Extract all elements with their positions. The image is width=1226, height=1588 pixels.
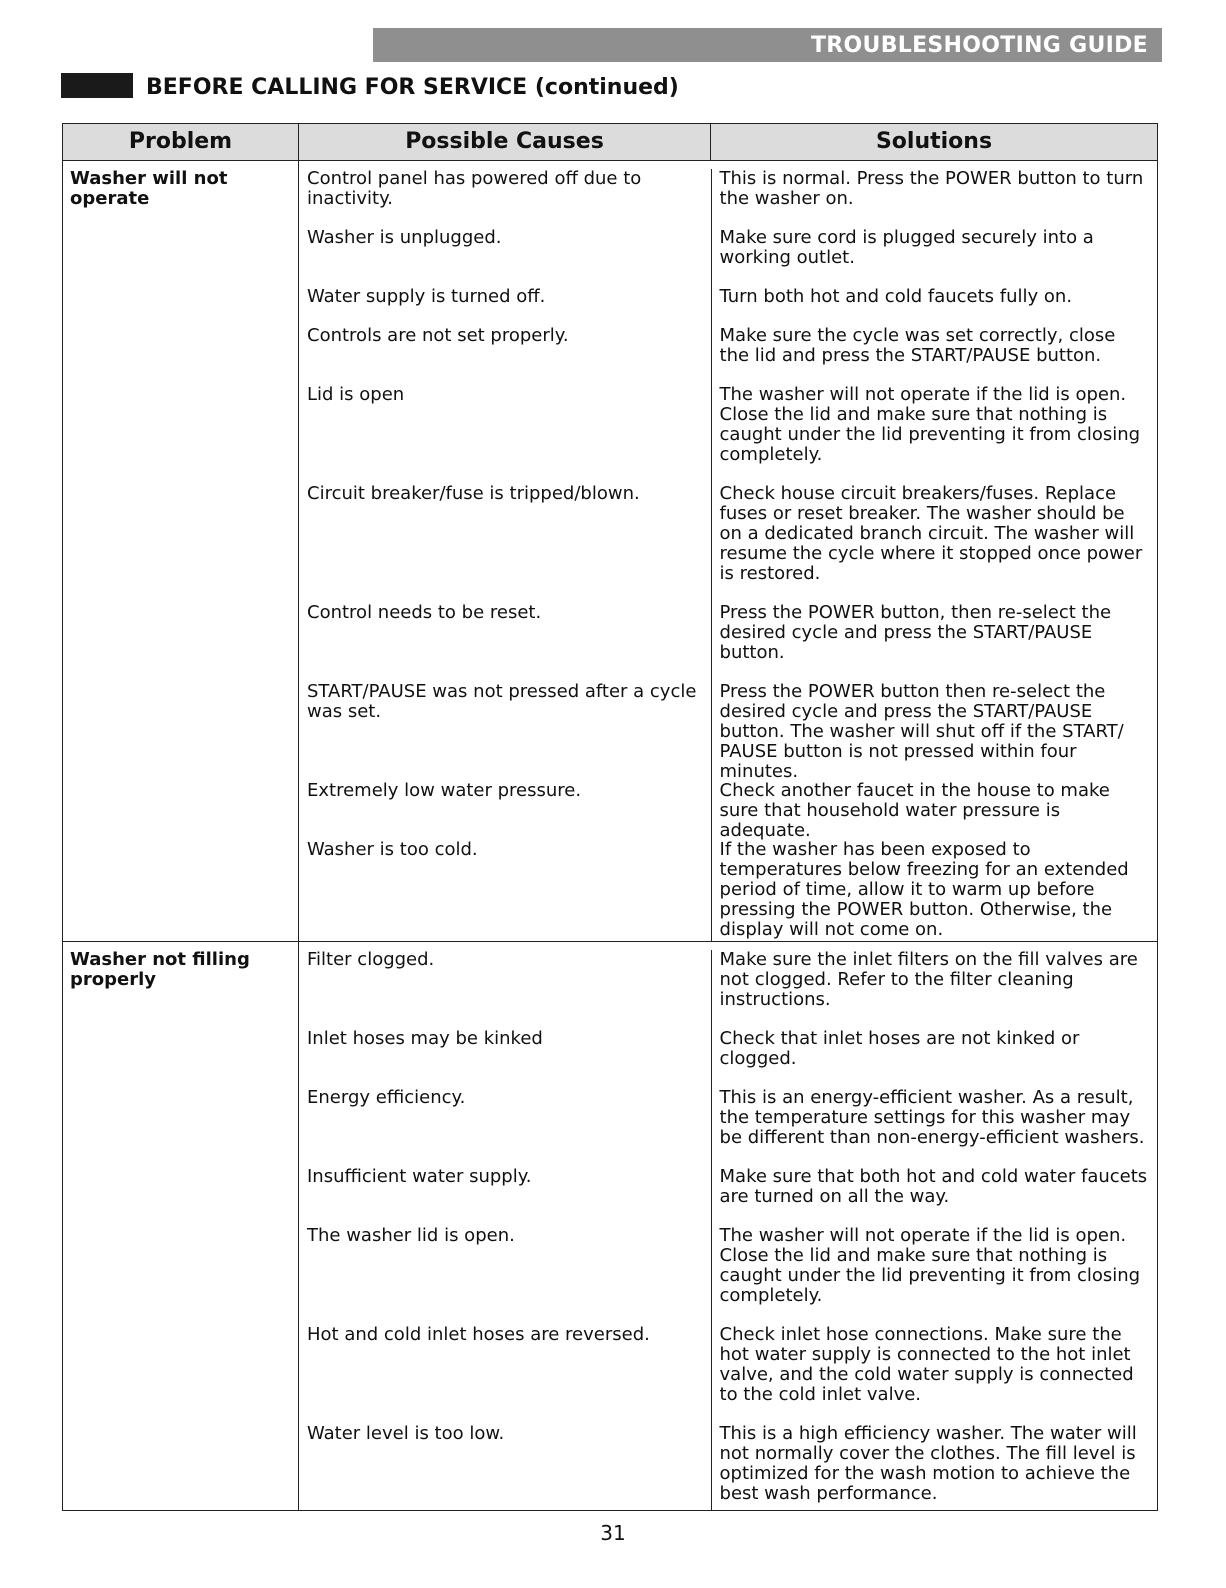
table-header-row xyxy=(63,124,1158,161)
table-row xyxy=(299,1167,1157,1226)
cause-text: Water level is too low. xyxy=(307,1423,505,1444)
cause-text: Washer is unplugged. xyxy=(307,227,502,248)
cause-text: Washer is too cold. xyxy=(307,839,478,860)
section-marker-block xyxy=(61,73,133,98)
troubleshooting-table xyxy=(62,123,1158,1511)
table-row xyxy=(299,1325,1157,1424)
problem-group-row xyxy=(63,942,1158,1511)
solution-text: This is an energy-efficient washer. As a result, the temperature settings for this washer may be different than non-energy-efficient washers. xyxy=(711,1088,1157,1167)
solution-text: Check inlet hose connections. Make sure the hot water supply is connected to the hot inlet valve, and the cold water supply is connected to the cold inlet valve. xyxy=(711,1325,1157,1424)
cause-text: Energy efficiency. xyxy=(307,1087,466,1108)
cause-text: Extremely low water pressure. xyxy=(307,780,582,801)
banner-title: TROUBLESHOOTING GUIDE xyxy=(810,32,1148,58)
table-row xyxy=(299,161,1157,228)
solution-text: Check house circuit breakers/fuses. Replace fuses or reset breaker. The washer should be on a dedicated branch circuit. The washer will resume the cycle where it stopped once power is restored. xyxy=(711,484,1157,603)
cause-solution-list xyxy=(299,161,1158,942)
cause-text: Control needs to be reset. xyxy=(307,602,542,623)
column-header-causes: Possible Causes xyxy=(299,124,711,161)
problem-label: Washer will not operate xyxy=(63,161,299,942)
table-row xyxy=(299,1088,1157,1167)
solution-text: Make sure the inlet filters on the fill valves are not clogged. Refer to the filter cleaning instructions. xyxy=(711,950,1157,1029)
table-row xyxy=(299,1226,1157,1325)
page-number: 31 xyxy=(600,1521,626,1545)
cause-text: Circuit breaker/fuse is tripped/blown. xyxy=(307,483,640,504)
cause-text: Filter clogged. xyxy=(307,949,435,970)
cause-text: Inlet hoses may be kinked xyxy=(307,1028,543,1049)
solution-text: This is a high efficiency washer. The water will not normally cover the clothes. The fill level is optimized for the wash motion to achieve the best wash performance. xyxy=(711,1424,1157,1510)
solution-text: Make sure that both hot and cold water faucets are turned on all the way. xyxy=(711,1167,1157,1226)
table-row xyxy=(299,326,1157,385)
table-row xyxy=(299,484,1157,603)
cause-text: Control panel has powered off due to inactivity. xyxy=(307,168,642,209)
solution-text: Turn both hot and cold faucets fully on. xyxy=(711,287,1157,326)
solution-text: The washer will not operate if the lid is open. Close the lid and make sure that nothing is caught under the lid preventing it from closing completely. xyxy=(711,1226,1157,1325)
table-row xyxy=(299,781,1157,840)
problem-group-row xyxy=(63,161,1158,942)
page-title: BEFORE CALLING FOR SERVICE (continued) xyxy=(146,75,679,100)
solution-text: This is normal. Press the POWER button to turn the washer on. xyxy=(711,169,1157,228)
solution-text: Check that inlet hoses are not kinked or clogged. xyxy=(711,1029,1157,1088)
solution-text: The washer will not operate if the lid is open. Close the lid and make sure that nothing is caught under the lid preventing it from closing completely. xyxy=(711,385,1157,484)
table-row xyxy=(299,287,1157,326)
solution-text: Make sure the cycle was set correctly, close the lid and press the START/PAUSE button. xyxy=(711,326,1157,385)
table-row xyxy=(299,385,1157,484)
cause-text: Controls are not set properly. xyxy=(307,325,569,346)
cause-text: Insufficient water supply. xyxy=(307,1166,532,1187)
section-banner xyxy=(373,28,1162,62)
table-row xyxy=(299,682,1157,781)
table-row xyxy=(299,603,1157,682)
cause-text: Hot and cold inlet hoses are reversed. xyxy=(307,1324,650,1345)
column-header-solutions: Solutions xyxy=(711,124,1158,161)
solution-text: Make sure cord is plugged securely into a working outlet. xyxy=(711,228,1157,287)
column-header-problem: Problem xyxy=(63,124,299,161)
solution-text: Check another faucet in the house to make sure that household water pressure is adequate. xyxy=(711,781,1157,840)
problem-label: Washer not filling properly xyxy=(63,942,299,1511)
table-row xyxy=(299,942,1157,1029)
solution-text: If the washer has been exposed to temperatures below freezing for an extended period of time, allow it to warm up before pressing the POWER button. Otherwise, the display will not come on. xyxy=(711,840,1157,941)
solution-text: Press the POWER button then re-select the desired cycle and press the START/PAUSE button. The washer will shut off if the START/ PAUSE button is not pressed within four minutes. xyxy=(711,682,1157,781)
cause-text: Water supply is turned off. xyxy=(307,286,546,307)
cause-text: START/PAUSE was not pressed after a cycle was set. xyxy=(307,681,697,722)
table-row xyxy=(299,1424,1157,1510)
table-row xyxy=(299,228,1157,287)
table-row xyxy=(299,840,1157,941)
solution-text: Press the POWER button, then re-select the desired cycle and press the START/PAUSE button. xyxy=(711,603,1157,682)
table-row xyxy=(299,1029,1157,1088)
cause-text: Lid is open xyxy=(307,384,405,405)
cause-text: The washer lid is open. xyxy=(307,1225,515,1246)
cause-solution-list xyxy=(299,942,1158,1511)
